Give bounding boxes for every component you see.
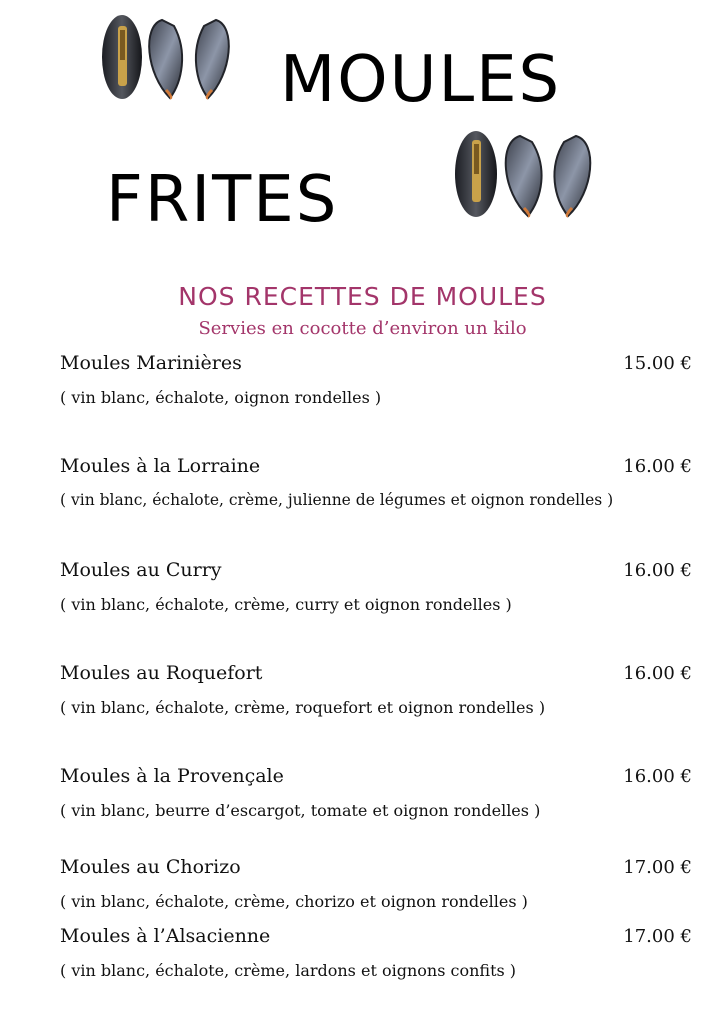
menu-item [60,925,692,980]
item-name: Moules à l’Alsacienne [60,925,271,947]
item-price: 16.00 € [623,663,692,684]
menu-item [60,765,692,820]
item-name: Moules Marinières [60,352,242,374]
item-price: 16.00 € [623,456,692,477]
item-price: 17.00 € [623,857,692,878]
item-description: ( vin blanc, échalote, oignon rondelles ) [60,388,382,407]
title-moules: MOULES [280,43,562,117]
section-heading: NOS RECETTES DE MOULES [178,282,547,311]
menu-item [60,856,692,911]
menu-item [60,559,692,614]
item-description: ( vin blanc, échalote, crème, lardons et oignons confits ) [60,961,517,980]
menu-item [60,352,692,407]
item-description: ( vin blanc, échalote, crème, curry et oignon rondelles ) [60,595,512,614]
item-description: ( vin blanc, échalote, crème, roquefort et oignon rondelles ) [60,698,546,717]
menu-item [60,662,692,717]
mussel-shells-icon [100,12,252,102]
item-name: Moules au Chorizo [60,856,241,878]
item-price: 16.00 € [623,560,692,581]
item-description: ( vin blanc, échalote, crème, julienne de légumes et oignon rondelles ) [60,491,614,509]
item-description: ( vin blanc, beurre d’escargot, tomate et oignon rondelles ) [60,801,541,820]
item-price: 15.00 € [623,353,692,374]
item-name: Moules au Curry [60,559,222,581]
title-frites: FRITES [106,163,339,237]
item-price: 16.00 € [623,766,692,787]
mussel-shells-icon [452,128,612,220]
item-name: Moules au Roquefort [60,662,263,684]
item-price: 17.00 € [623,926,692,947]
section-subheading: Servies en cocotte d’environ un kilo [198,318,527,339]
item-name: Moules à la Lorraine [60,455,261,477]
menu-item [60,455,692,509]
item-description: ( vin blanc, échalote, crème, chorizo et oignon rondelles ) [60,892,528,911]
item-name: Moules à la Provençale [60,765,284,787]
